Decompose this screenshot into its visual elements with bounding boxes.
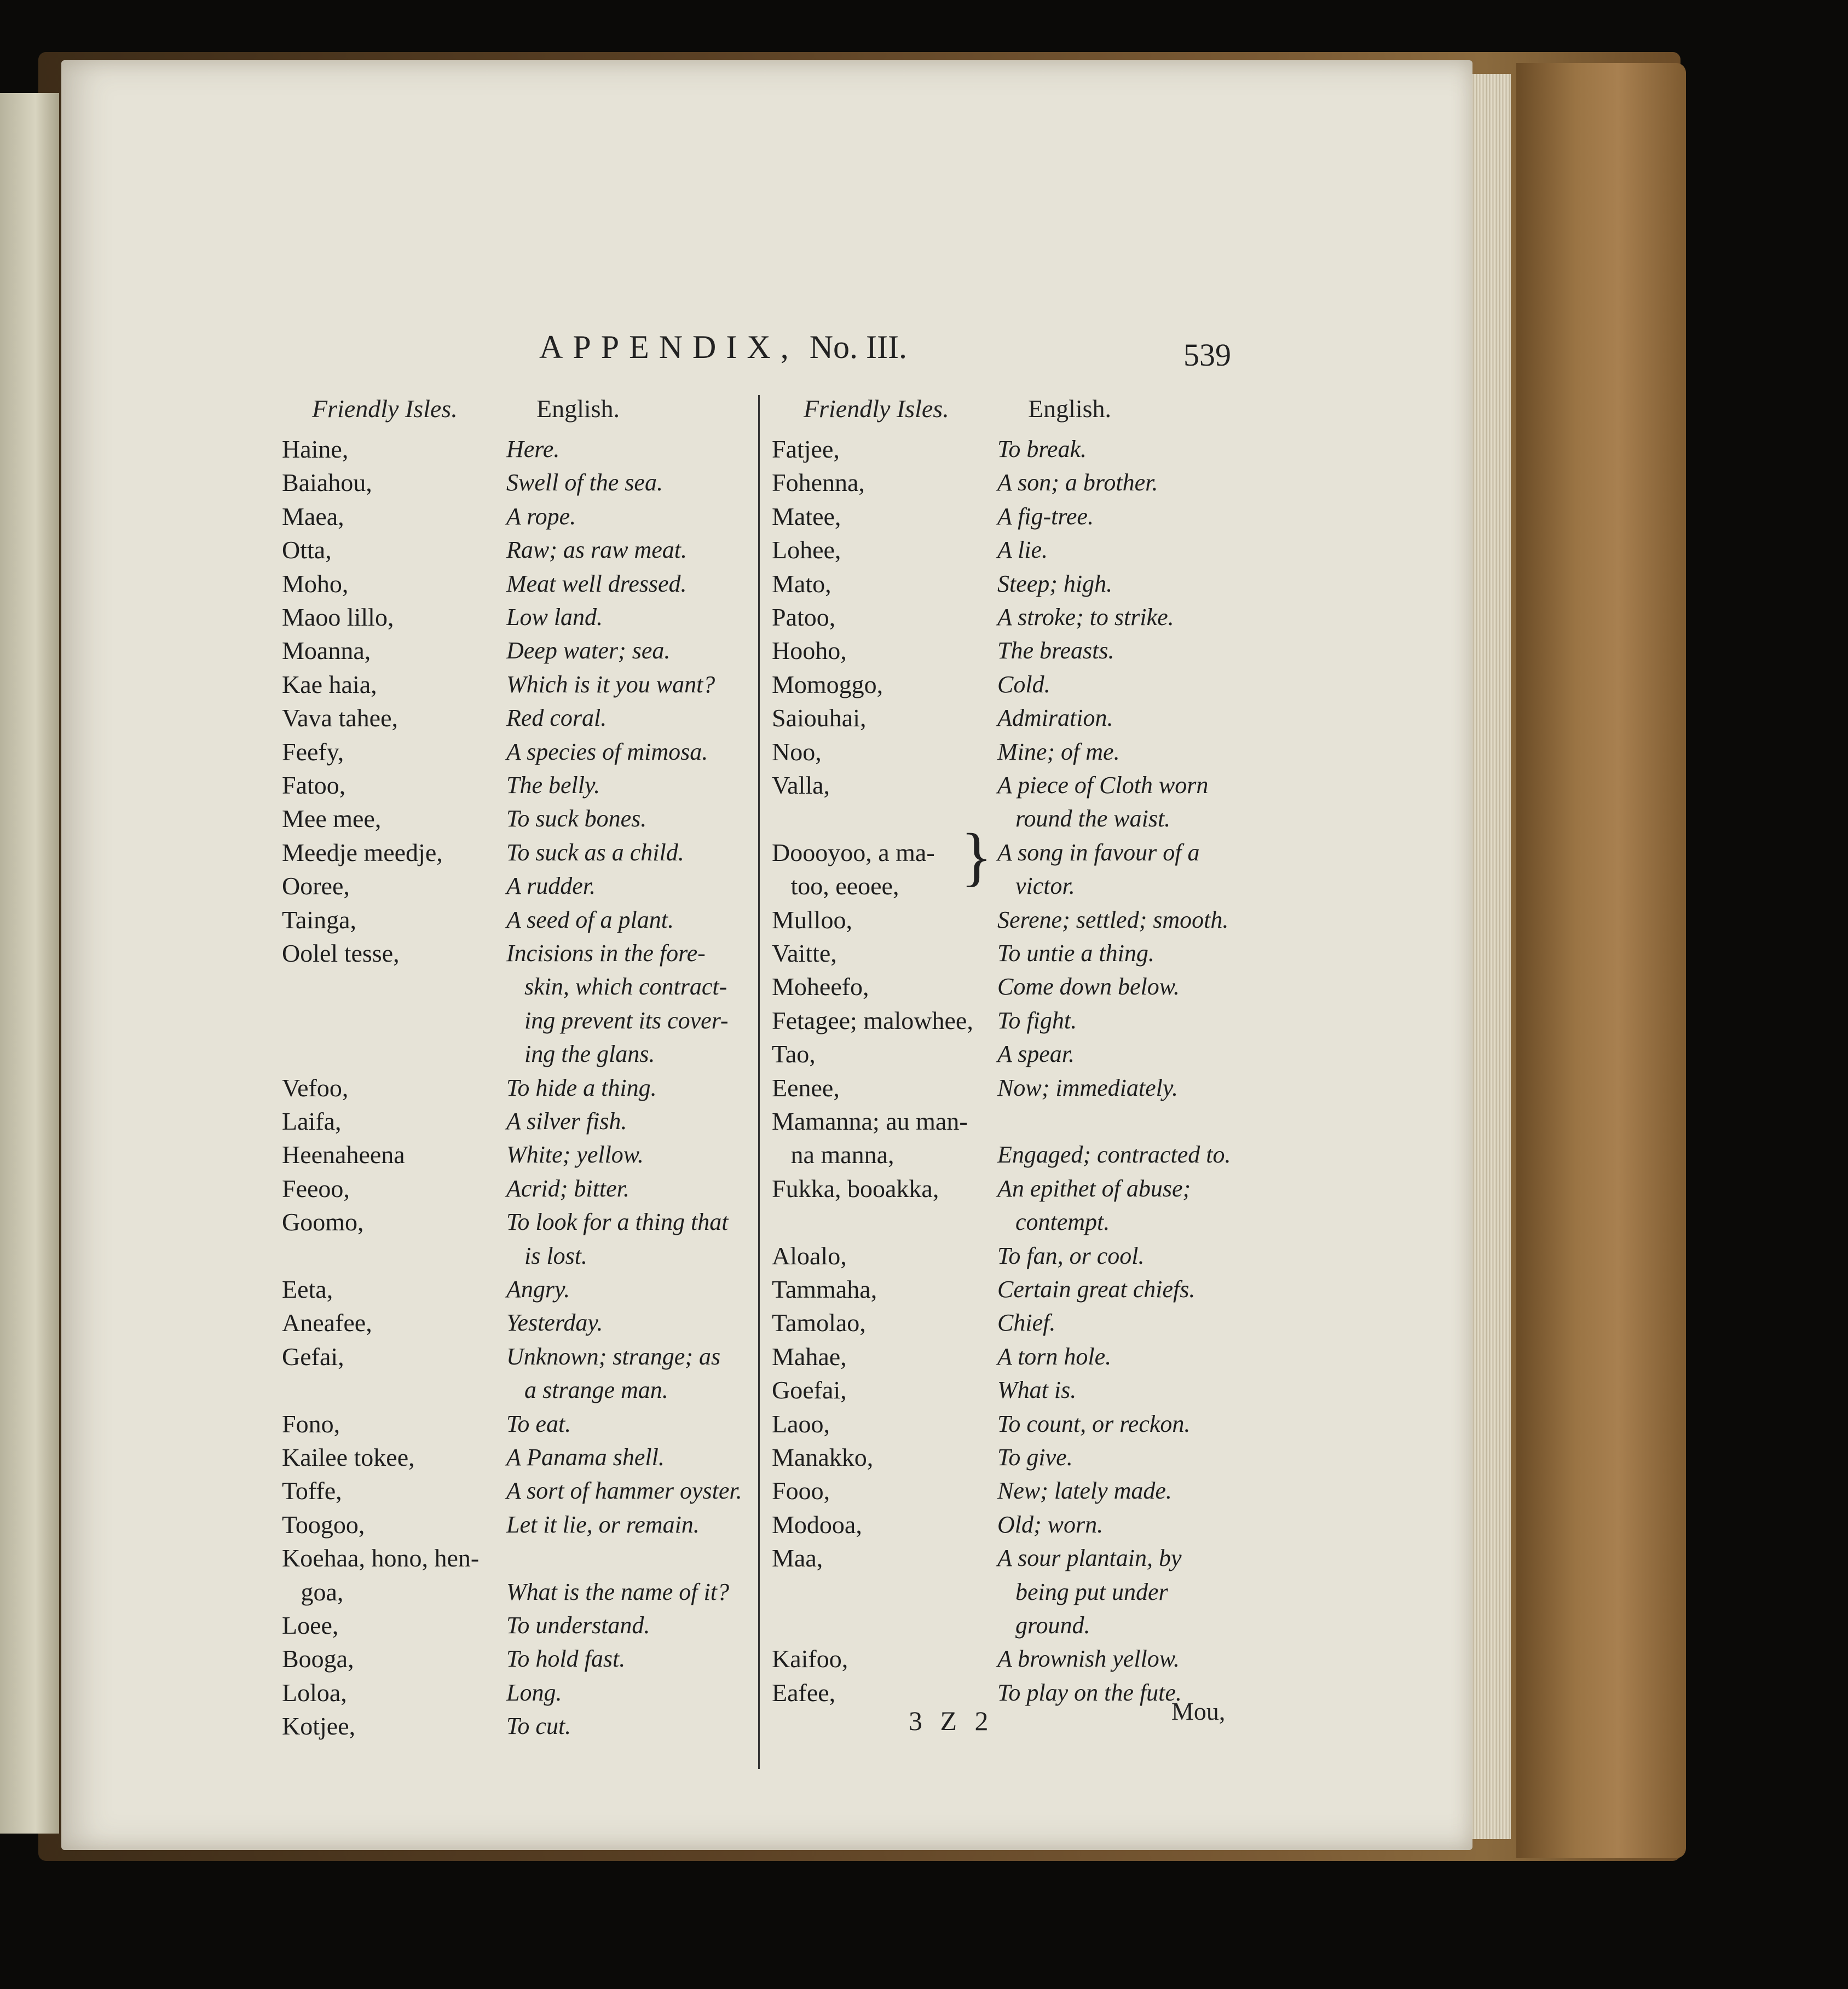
native-word: Goomo, [282, 1208, 364, 1236]
facing-page-edge [0, 93, 59, 1834]
column-divider [758, 395, 760, 1769]
english-meaning: A son; a brother. [997, 469, 1158, 496]
native-word: Gefai, [282, 1342, 344, 1371]
english-meaning: Come down below. [997, 973, 1180, 1001]
native-word: goa, [282, 1577, 344, 1606]
native-word: Laifa, [282, 1107, 342, 1135]
english-meaning: A Panama shell. [506, 1444, 665, 1471]
english-meaning: A silver fish. [506, 1108, 627, 1135]
native-word: Matee, [772, 502, 841, 530]
native-word: Heenaheena [282, 1141, 405, 1169]
english-meaning: A seed of a plant. [506, 906, 674, 933]
english-meaning: A torn hole. [997, 1343, 1112, 1370]
english-meaning: To hide a thing. [506, 1074, 657, 1101]
native-word: Tainga, [282, 905, 357, 934]
book-cover-edge [1516, 63, 1686, 1858]
english-meaning: Let it lie, or remain. [506, 1511, 700, 1538]
native-word: Mamanna; au man- [772, 1107, 968, 1135]
native-word: Modooa, [772, 1510, 862, 1539]
running-head-title: APPENDIX, [539, 329, 799, 365]
english-meaning: An epithet of abuse; [997, 1175, 1191, 1202]
english-meaning: being put under [997, 1578, 1168, 1605]
native-word: Ooree, [282, 872, 350, 900]
native-word: Loee, [282, 1611, 339, 1639]
native-word: Eeta, [282, 1275, 333, 1303]
signature-mark: 3 Z 2 [909, 1705, 994, 1736]
english-meaning: Old; worn. [997, 1511, 1104, 1538]
native-word: Eafee, [772, 1678, 836, 1707]
english-meaning: is lost. [506, 1242, 587, 1269]
native-word: Mee mee, [282, 805, 382, 833]
left-native-heading: Friendly Isles. [312, 395, 458, 423]
native-word: Feefy, [282, 737, 344, 766]
english-meaning: A song in favour of a [997, 839, 1200, 866]
english-meaning: Steep; high. [997, 570, 1113, 597]
english-meaning: Admiration. [997, 704, 1113, 732]
native-word: too, eeoee, [772, 872, 899, 900]
english-meaning: ground. [997, 1612, 1090, 1639]
native-word: Booga, [282, 1645, 354, 1673]
native-word: Fukka, booakka, [772, 1174, 939, 1202]
english-meaning: A rope. [506, 502, 576, 530]
native-word: Mato, [772, 569, 831, 598]
native-word: Manakko, [772, 1443, 874, 1471]
english-meaning: To suck bones. [506, 805, 647, 832]
english-meaning: What is the name of it? [506, 1578, 729, 1605]
english-meaning: victor. [997, 872, 1075, 900]
native-word: Vaitte, [772, 939, 837, 967]
native-word: Tammaha, [772, 1275, 877, 1303]
native-word: Oolel tesse, [282, 939, 400, 967]
native-word: Eenee, [772, 1073, 840, 1102]
native-word: Aloalo, [772, 1241, 847, 1270]
native-word: Meedje meedje, [282, 838, 443, 866]
native-word: Tamolao, [772, 1309, 866, 1337]
native-word: Mulloo, [772, 905, 852, 934]
english-meaning: To play on the fute. [997, 1679, 1182, 1706]
page-number: 539 [1183, 337, 1231, 373]
english-meaning: Swell of the sea. [506, 469, 663, 496]
english-meaning: Angry. [506, 1276, 570, 1303]
native-word: Baiahou, [282, 469, 372, 497]
native-word: Loloa, [282, 1678, 347, 1707]
english-meaning: To hold fast. [506, 1645, 626, 1673]
english-meaning: Red coral. [506, 704, 607, 732]
english-meaning: A sour plantain, by [997, 1545, 1182, 1572]
native-word: Vefoo, [282, 1073, 349, 1102]
native-word: Kae haia, [282, 670, 377, 698]
native-word: Mahae, [772, 1342, 847, 1371]
native-word: Kaifoo, [772, 1645, 848, 1673]
native-word: Otta, [282, 536, 332, 564]
english-meaning: Raw; as raw meat. [506, 536, 687, 564]
native-word: Lohee, [772, 536, 841, 564]
english-meaning: Unknown; strange; as [506, 1343, 721, 1370]
english-meaning: To cut. [506, 1713, 571, 1740]
native-word: Laoo, [772, 1409, 830, 1438]
native-word: Fooo, [772, 1477, 830, 1505]
native-word: Goefai, [772, 1376, 847, 1404]
native-word: Kailee tokee, [282, 1443, 415, 1471]
native-word: Valla, [772, 771, 830, 799]
english-meaning: Meat well dressed. [506, 570, 687, 597]
english-meaning: A stroke; to strike. [997, 604, 1174, 631]
english-meaning: The breasts. [997, 637, 1114, 664]
english-meaning: skin, which contract- [506, 973, 727, 1001]
english-meaning: Engaged; contracted to. [997, 1141, 1231, 1169]
english-meaning: Long. [506, 1679, 562, 1706]
native-word: Saiouhai, [772, 704, 867, 732]
english-meaning: To fight. [997, 1007, 1077, 1034]
native-word: Koehaa, hono, hen- [282, 1544, 480, 1572]
english-meaning: ing prevent its cover- [506, 1007, 729, 1034]
native-word: Momoggo, [772, 670, 883, 698]
english-meaning: Deep water; sea. [506, 637, 671, 664]
english-meaning: ing the glans. [506, 1040, 655, 1068]
english-meaning: Low land. [506, 604, 603, 631]
right-native-heading: Friendly Isles. [804, 395, 949, 423]
english-meaning: contempt. [997, 1209, 1110, 1236]
native-word: Haine, [282, 435, 349, 463]
english-meaning: To count, or reckon. [997, 1410, 1191, 1437]
native-word: Aneafee, [282, 1309, 372, 1337]
english-meaning: To suck as a child. [506, 839, 684, 866]
running-head [539, 328, 907, 366]
english-meaning: To eat. [506, 1410, 571, 1437]
native-word: Fono, [282, 1409, 340, 1438]
english-meaning: To untie a thing. [997, 940, 1154, 967]
left-english-heading: English. [536, 395, 620, 423]
english-meaning: Incisions in the fore- [506, 940, 706, 967]
native-word: Doooyoo, a ma- [772, 838, 935, 866]
english-meaning: a strange man. [506, 1377, 668, 1404]
english-meaning: A piece of Cloth worn [997, 772, 1209, 799]
native-word: Kotjee, [282, 1712, 356, 1741]
english-meaning: New; lately made. [997, 1477, 1172, 1505]
running-head-number: No. III. [809, 329, 907, 365]
native-word: Fatjee, [772, 435, 840, 463]
catchword: Mou, [1171, 1697, 1226, 1725]
english-meaning: Certain great chiefs. [997, 1276, 1196, 1303]
english-meaning: A brownish yellow. [997, 1645, 1180, 1673]
english-meaning: What is. [997, 1377, 1077, 1404]
brace-glyph: } [961, 820, 992, 893]
native-word: Fetagee; malowhee, [772, 1006, 973, 1034]
native-word: Toogoo, [282, 1510, 365, 1539]
english-meaning: A fig-tree. [997, 502, 1094, 530]
english-meaning: White; yellow. [506, 1141, 644, 1169]
english-meaning: Cold. [997, 670, 1050, 698]
native-word: Toffe, [282, 1477, 342, 1505]
page-block-edge [1467, 74, 1511, 1839]
english-meaning: To fan, or cool. [997, 1242, 1145, 1269]
native-word: Tao, [772, 1040, 816, 1068]
english-meaning: A species of mimosa. [506, 738, 708, 765]
native-word: Maea, [282, 502, 344, 530]
english-meaning: Which is it you want? [506, 670, 715, 698]
english-meaning: round the waist. [997, 805, 1171, 832]
native-word: Fatoo, [282, 771, 346, 799]
english-meaning: Serene; settled; smooth. [997, 906, 1229, 933]
english-meaning: To break. [997, 436, 1087, 462]
right-english-heading: English. [1028, 395, 1112, 423]
english-meaning: The belly. [506, 772, 600, 799]
english-meaning: To understand. [506, 1612, 650, 1639]
english-meaning: A lie. [997, 536, 1048, 564]
english-meaning: Acrid; bitter. [506, 1175, 630, 1202]
english-meaning: Now; immediately. [997, 1074, 1178, 1101]
english-meaning: A sort of hammer oyster. [506, 1477, 742, 1505]
english-meaning: Mine; of me. [997, 738, 1120, 765]
native-word: Hooho, [772, 637, 847, 665]
english-meaning: To give. [997, 1444, 1073, 1471]
native-word: Moanna, [282, 637, 371, 665]
native-word: Moheefo, [772, 973, 869, 1001]
native-word: Feeoo, [282, 1174, 350, 1202]
native-word: na manna, [772, 1141, 894, 1169]
native-word: Vava tahee, [282, 704, 398, 732]
english-meaning: To look for a thing that [506, 1209, 729, 1236]
english-meaning: Chief. [997, 1309, 1056, 1337]
native-word: Maoo lillo, [282, 603, 394, 631]
native-word: Maa, [772, 1544, 823, 1572]
native-word: Moho, [282, 569, 349, 598]
native-word: Fohenna, [772, 469, 865, 497]
english-meaning: A spear. [997, 1040, 1075, 1068]
native-word: Noo, [772, 737, 822, 766]
english-meaning: A rudder. [506, 872, 596, 900]
english-meaning: Yesterday. [506, 1309, 603, 1337]
native-word: Patoo, [772, 603, 836, 631]
english-meaning: Here. [506, 436, 560, 462]
